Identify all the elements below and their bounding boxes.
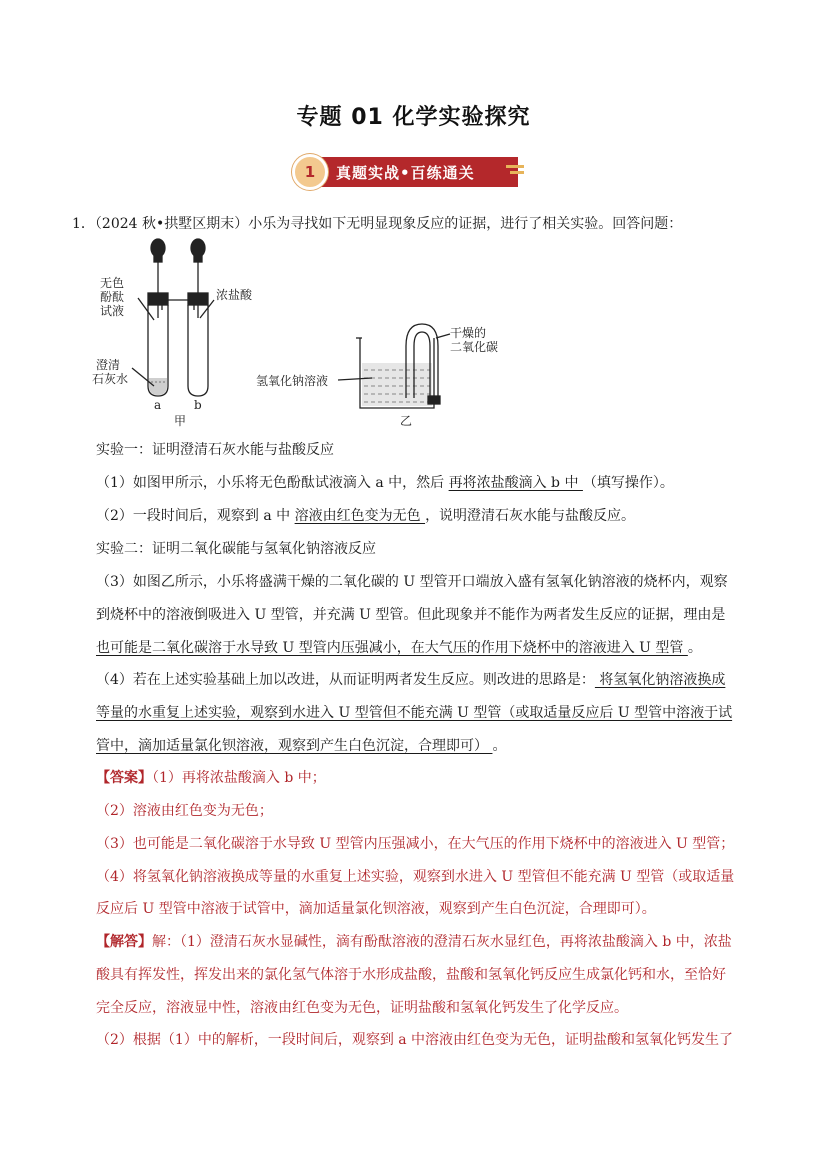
answer-3: （3）也可能是二氧化碳溶于水导致 U 型管内压强减小，在大气压的作用下烧杯中的溶液进入 U 型管； xyxy=(96,836,735,852)
label-naoh: 氢氧化钠溶液 xyxy=(256,374,329,388)
label-tube-b: b xyxy=(194,398,202,412)
blank-2: 溶液由红色变为无色 xyxy=(294,508,426,524)
solution-1-line1: 【解答】解：（1）澄清石灰水显碱性，滴有酚酞溶液的澄清石灰水显红色，再将浓盐酸滴入 b 中，浓盐 xyxy=(96,934,732,950)
question-3-line1: （3）如图乙所示，小乐将盛满干燥的二氧化碳的 U 型管开口端放入盛有氢氧化钠溶液的烧杯内，观察 xyxy=(96,574,728,590)
page-title: 专题 01 化学实验探究 xyxy=(296,105,531,130)
answer-label: 【答案】 xyxy=(96,770,152,786)
banner-number: 1 xyxy=(292,154,328,190)
blank-3: 也可能是二氧化碳溶于水导致 U 型管内压强减小，在大气压的作用下烧杯中的溶液进入 U 型管 xyxy=(96,640,688,656)
question-3-line3: 也可能是二氧化碳溶于水导致 U 型管内压强减小，在大气压的作用下烧杯中的溶液进入 U 型管 。 xyxy=(96,640,702,656)
label-limewater-2: 石灰水 xyxy=(92,372,129,386)
answer-4-line2: 反应后 U 型管中溶液于试管中，滴加适量氯化钡溶液，观察到产生白色沉淀，合理即可）。 xyxy=(96,901,656,917)
question-1: （1）如图甲所示，小乐将无色酚酞试液滴入 a 中，然后 再将浓盐酸滴入 b 中 （填写操作）。 xyxy=(96,475,674,491)
label-colorless-2: 酚酞 xyxy=(100,290,125,304)
solution-1-line2: 酸具有挥发性，挥发出来的氯化氢气体溶于水形成盐酸，盐酸和氢氧化钙反应生成氯化钙和水，至恰好 xyxy=(96,967,726,983)
dropper-b-icon xyxy=(191,239,205,318)
solution-1-line3: 完全反应，溶液显中性，溶液由红色变为无色，证明盐酸和氢氧化钙发生了化学反应。 xyxy=(96,1000,628,1016)
label-conc-hcl: 浓盐酸 xyxy=(216,288,253,302)
question-2: （2）一段时间后，观察到 a 中 溶液由红色变为无色 ，说明澄清石灰水能与盐酸反应。 xyxy=(96,508,636,524)
experiment-figure xyxy=(92,238,532,428)
question-intro: 1．（2024 秋•拱墅区期末）小乐为寻找如下无明显现象反应的证据，进行了相关实验。回答问题： xyxy=(72,216,683,232)
question-4-line2: 等量的水重复上述实验，观察到水进入 U 型管但不能充满 U 型管（或取适量反应后 U 型管中溶液于试 xyxy=(96,705,733,721)
answer-4-line1: （4）将氢氧化钠溶液换成等量的水重复上述实验，观察到水进入 U 型管但不能充满 U 型管（或取适量 xyxy=(96,869,735,885)
blank-4: 将氢氧化钠溶液换成 xyxy=(594,672,726,688)
question-4-line3: 管中，滴加适量氯化钡溶液，观察到产生白色沉淀，合理即可） 。 xyxy=(96,738,507,754)
banner-text: 真题实战•百练通关 xyxy=(336,164,475,182)
exp2-title: 实验二：证明二氧化碳能与氢氧化钠溶液反应 xyxy=(96,541,376,557)
solution-2-line1: （2）根据（1）中的解析，一段时间后，观察到 a 中溶液由红色变为无色，证明盐酸和氢氧化钙发生了 xyxy=(96,1032,734,1048)
solution-label: 【解答】 xyxy=(96,934,152,950)
label-tube-a: a xyxy=(154,398,162,412)
label-colorless-1: 无色 xyxy=(100,276,125,290)
label-jia: 甲 xyxy=(174,414,187,428)
section-banner xyxy=(292,153,532,191)
label-yi: 乙 xyxy=(400,414,413,428)
question-3-line2: 到烧杯中的溶液倒吸进入 U 型管，并充满 U 型管。但此现象并不能作为两者发生反应的证据，理由是 xyxy=(96,607,726,623)
blank-1: 再将浓盐酸滴入 b 中 xyxy=(448,475,583,491)
label-limewater-1: 澄清 xyxy=(96,358,121,372)
exp1-title: 实验一：证明澄清石灰水能与盐酸反应 xyxy=(96,442,334,458)
answer-2: （2）溶液由红色变为无色； xyxy=(96,803,273,819)
label-dry-co2-1: 干燥的 xyxy=(450,326,487,340)
question-4-line1: （4）若在上述实验基础上加以改进，从而证明两者发生反应。则改进的思路是： 将氢氧化钠溶液换成 xyxy=(96,672,726,688)
dropper-a-icon xyxy=(151,239,165,318)
answer-1: 【答案】（1）再将浓盐酸滴入 b 中； xyxy=(96,770,326,786)
label-dry-co2-2: 二氧化碳 xyxy=(450,340,499,354)
test-tube-b xyxy=(188,305,208,396)
label-colorless-3: 试液 xyxy=(100,304,125,318)
banner-stripes-icon xyxy=(506,165,524,181)
